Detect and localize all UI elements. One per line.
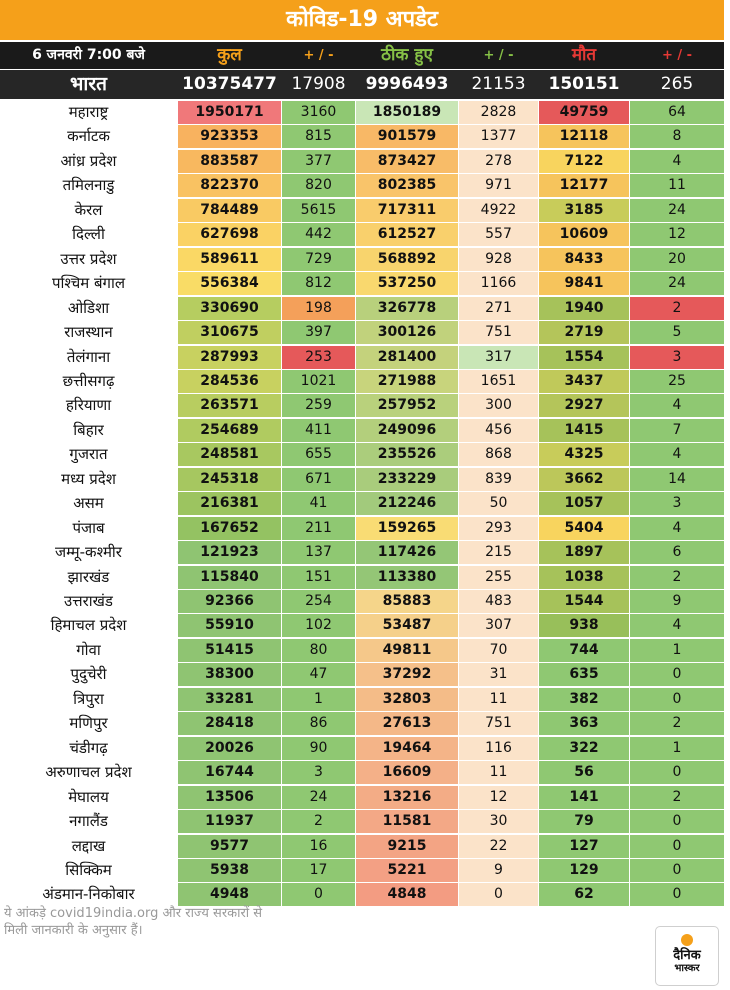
recovered-count: 802385: [356, 174, 458, 197]
recovered-change: 456: [459, 419, 538, 442]
table-row: [0, 223, 724, 247]
state-name: पुदुचेरी: [0, 663, 177, 686]
death-change: 0: [630, 810, 724, 833]
death-count: 3662: [539, 468, 629, 491]
total-cases: 284536: [178, 370, 281, 393]
total-cases: 38300: [178, 663, 281, 686]
total-cases: 1950171: [178, 101, 281, 124]
recovered-change: 4922: [459, 199, 538, 222]
table-row: [0, 199, 724, 223]
death-change: 0: [630, 883, 724, 906]
state-name: सिक्किम: [0, 859, 177, 882]
total-change: 1: [282, 688, 355, 711]
death-count: 3185: [539, 199, 629, 222]
death-count: 12118: [539, 125, 629, 148]
recovered-count: 326778: [356, 297, 458, 320]
total-change: 80: [282, 639, 355, 662]
state-name: चंडीगढ़: [0, 737, 177, 760]
total-change: 5615: [282, 199, 355, 222]
total-change: 815: [282, 125, 355, 148]
death-count: 322: [539, 737, 629, 760]
state-name: छत्तीसगढ़: [0, 370, 177, 393]
table-row: [0, 810, 724, 834]
total-cases: 28418: [178, 712, 281, 735]
death-count: 10609: [539, 223, 629, 246]
footnote-line-1: ये आंकड़े covid19india.org और राज्य सरकारों से: [4, 906, 263, 921]
india-recovered-change: 21153: [471, 74, 526, 94]
death-change: 64: [630, 101, 724, 124]
death-change: 2: [630, 566, 724, 589]
recovered-change: 70: [459, 639, 538, 662]
death-change: 2: [630, 786, 724, 809]
recovered-count: 257952: [356, 394, 458, 417]
total-change: 411: [282, 419, 355, 442]
death-count: 5404: [539, 517, 629, 540]
total-change: 137: [282, 541, 355, 564]
death-change: 4: [630, 614, 724, 637]
death-count: 8433: [539, 248, 629, 271]
table-row: [0, 419, 724, 443]
table-row: [0, 639, 724, 663]
state-name: गोवा: [0, 639, 177, 662]
logo-line-1: दैनिक: [673, 948, 701, 963]
state-name: नगालैंड: [0, 810, 177, 833]
total-change: 671: [282, 468, 355, 491]
sun-icon: [681, 934, 693, 946]
recovered-change: 839: [459, 468, 538, 491]
total-cases: 33281: [178, 688, 281, 711]
total-cases: 310675: [178, 321, 281, 344]
death-count: 382: [539, 688, 629, 711]
recovered-change: 271: [459, 297, 538, 320]
total-cases: 92366: [178, 590, 281, 613]
table-row: [0, 688, 724, 712]
total-change: 820: [282, 174, 355, 197]
table-row: [0, 663, 724, 687]
recovered-change: 1651: [459, 370, 538, 393]
table-row: [0, 101, 724, 125]
recovered-change: 116: [459, 737, 538, 760]
state-name: जम्मू-कश्मीर: [0, 541, 177, 564]
death-count: 56: [539, 761, 629, 784]
table-row: [0, 248, 724, 272]
recovered-change: 751: [459, 321, 538, 344]
recovered-count: 5221: [356, 859, 458, 882]
total-cases: 20026: [178, 737, 281, 760]
recovered-count: 113380: [356, 566, 458, 589]
total-cases: 589611: [178, 248, 281, 271]
recovered-change: 22: [459, 835, 538, 858]
table-row: [0, 517, 724, 541]
table-row: [0, 346, 724, 370]
death-change: 0: [630, 761, 724, 784]
death-count: 49759: [539, 101, 629, 124]
death-count: 1554: [539, 346, 629, 369]
total-change: 1021: [282, 370, 355, 393]
total-change: 47: [282, 663, 355, 686]
recovered-change: 928: [459, 248, 538, 271]
death-count: 1038: [539, 566, 629, 589]
recovered-count: 300126: [356, 321, 458, 344]
death-change: 0: [630, 835, 724, 858]
recovered-count: 568892: [356, 248, 458, 271]
table-row: [0, 883, 724, 907]
state-name: तमिलनाडु: [0, 174, 177, 197]
death-change: 11: [630, 174, 724, 197]
recovered-change: 31: [459, 663, 538, 686]
total-cases: 263571: [178, 394, 281, 417]
header-recovered-change: + / -: [483, 48, 514, 63]
death-count: 12177: [539, 174, 629, 197]
recovered-count: 19464: [356, 737, 458, 760]
india-recovered: 9996493: [365, 74, 449, 94]
state-name: बिहार: [0, 419, 177, 442]
death-count: 1940: [539, 297, 629, 320]
recovered-count: 9215: [356, 835, 458, 858]
death-change: 25: [630, 370, 724, 393]
recovered-change: 1377: [459, 125, 538, 148]
death-count: 79: [539, 810, 629, 833]
india-name: भारत: [70, 73, 107, 95]
table-header: [0, 42, 724, 69]
table-row: [0, 835, 724, 859]
state-name: दिल्ली: [0, 223, 177, 246]
footnote-line-2: मिली जानकारी के अनुसार हैं।: [4, 923, 143, 938]
page-title: कोविड-19 अपडेट: [0, 0, 724, 40]
total-change: 254: [282, 590, 355, 613]
state-name: हरियाणा: [0, 394, 177, 417]
total-change: 24: [282, 786, 355, 809]
header-total-change: + / -: [303, 48, 334, 63]
total-cases: 287993: [178, 346, 281, 369]
recovered-change: 0: [459, 883, 538, 906]
death-count: 1897: [539, 541, 629, 564]
india-total: 10375477: [182, 74, 277, 94]
state-name: मणिपुर: [0, 712, 177, 735]
state-name: झारखंड: [0, 566, 177, 589]
total-cases: 9577: [178, 835, 281, 858]
recovered-count: 901579: [356, 125, 458, 148]
state-name: तेलंगाना: [0, 346, 177, 369]
recovered-change: 2828: [459, 101, 538, 124]
total-cases: 784489: [178, 199, 281, 222]
total-cases: 627698: [178, 223, 281, 246]
total-cases: 51415: [178, 639, 281, 662]
table-row: [0, 394, 724, 418]
recovered-count: 235526: [356, 443, 458, 466]
india-deaths: 150151: [548, 74, 620, 94]
recovered-count: 612527: [356, 223, 458, 246]
recovered-count: 159265: [356, 517, 458, 540]
total-cases: 923353: [178, 125, 281, 148]
state-name: ओडिशा: [0, 297, 177, 320]
recovered-count: 13216: [356, 786, 458, 809]
total-cases: 556384: [178, 272, 281, 295]
total-cases: 330690: [178, 297, 281, 320]
state-name: मेघालय: [0, 786, 177, 809]
recovered-change: 215: [459, 541, 538, 564]
state-name: केरल: [0, 199, 177, 222]
total-cases: 115840: [178, 566, 281, 589]
total-cases: 5938: [178, 859, 281, 882]
recovered-change: 557: [459, 223, 538, 246]
total-change: 253: [282, 346, 355, 369]
death-count: 2927: [539, 394, 629, 417]
table-row: [0, 321, 724, 345]
total-change: 41: [282, 492, 355, 515]
state-name: पंजाब: [0, 517, 177, 540]
total-change: 86: [282, 712, 355, 735]
death-change: 0: [630, 859, 724, 882]
death-change: 12: [630, 223, 724, 246]
state-name: त्रिपुरा: [0, 688, 177, 711]
header-recovered: ठीक हुए: [381, 45, 433, 65]
recovered-count: 4848: [356, 883, 458, 906]
total-cases: 216381: [178, 492, 281, 515]
total-change: 377: [282, 150, 355, 173]
death-count: 3437: [539, 370, 629, 393]
recovered-change: 12: [459, 786, 538, 809]
death-change: 14: [630, 468, 724, 491]
table-row: [0, 761, 724, 785]
state-name: महाराष्ट्र: [0, 101, 177, 124]
total-cases: 167652: [178, 517, 281, 540]
recovered-count: 717311: [356, 199, 458, 222]
total-change: 102: [282, 614, 355, 637]
recovered-count: 233229: [356, 468, 458, 491]
death-change: 2: [630, 712, 724, 735]
table-row: [0, 712, 724, 736]
recovered-count: 281400: [356, 346, 458, 369]
total-change: 397: [282, 321, 355, 344]
death-count: 7122: [539, 150, 629, 173]
death-change: 0: [630, 663, 724, 686]
death-change: 1: [630, 639, 724, 662]
india-total-change: 17908: [291, 74, 346, 94]
total-cases: 13506: [178, 786, 281, 809]
table-row: [0, 150, 724, 174]
recovered-count: 85883: [356, 590, 458, 613]
total-change: 3160: [282, 101, 355, 124]
death-change: 5: [630, 321, 724, 344]
recovered-count: 37292: [356, 663, 458, 686]
death-change: 4: [630, 517, 724, 540]
death-change: 8: [630, 125, 724, 148]
state-name: असम: [0, 492, 177, 515]
recovered-change: 483: [459, 590, 538, 613]
death-change: 0: [630, 688, 724, 711]
table-row: [0, 272, 724, 296]
death-count: 635: [539, 663, 629, 686]
table-row: [0, 174, 724, 198]
recovered-change: 255: [459, 566, 538, 589]
header-total: कुल: [217, 45, 242, 65]
state-name: उत्तर प्रदेश: [0, 248, 177, 271]
state-name: मध्य प्रदेश: [0, 468, 177, 491]
table-row: [0, 541, 724, 565]
death-change: 4: [630, 394, 724, 417]
death-count: 9841: [539, 272, 629, 295]
total-cases: 16744: [178, 761, 281, 784]
death-change: 7: [630, 419, 724, 442]
india-total-row: [0, 70, 724, 99]
recovered-count: 117426: [356, 541, 458, 564]
header-deaths-change: + / -: [661, 48, 693, 63]
table-row: [0, 786, 724, 810]
death-change: 4: [630, 150, 724, 173]
recovered-change: 868: [459, 443, 538, 466]
recovered-count: 212246: [356, 492, 458, 515]
death-count: 4325: [539, 443, 629, 466]
death-count: 62: [539, 883, 629, 906]
death-change: 9: [630, 590, 724, 613]
table-row: [0, 859, 724, 883]
recovered-change: 30: [459, 810, 538, 833]
state-name: पश्चिम बंगाल: [0, 272, 177, 295]
recovered-change: 1166: [459, 272, 538, 295]
table-row: [0, 614, 724, 638]
recovered-count: 32803: [356, 688, 458, 711]
death-change: 3: [630, 346, 724, 369]
table-row: [0, 443, 724, 467]
table-row: [0, 297, 724, 321]
table-row: [0, 468, 724, 492]
death-change: 2: [630, 297, 724, 320]
recovered-change: 317: [459, 346, 538, 369]
state-name: उत्तराखंड: [0, 590, 177, 613]
death-change: 20: [630, 248, 724, 271]
death-change: 6: [630, 541, 724, 564]
header-date: 6 जनवरी 7:00 बजे: [32, 47, 145, 63]
death-count: 127: [539, 835, 629, 858]
total-change: 198: [282, 297, 355, 320]
total-cases: 245318: [178, 468, 281, 491]
total-cases: 883587: [178, 150, 281, 173]
recovered-count: 873427: [356, 150, 458, 173]
death-count: 938: [539, 614, 629, 637]
recovered-count: 537250: [356, 272, 458, 295]
death-count: 744: [539, 639, 629, 662]
total-cases: 55910: [178, 614, 281, 637]
total-cases: 254689: [178, 419, 281, 442]
state-name: आंध्र प्रदेश: [0, 150, 177, 173]
recovered-change: 300: [459, 394, 538, 417]
death-change: 3: [630, 492, 724, 515]
recovered-count: 27613: [356, 712, 458, 735]
total-change: 655: [282, 443, 355, 466]
recovered-change: 751: [459, 712, 538, 735]
recovered-change: 9: [459, 859, 538, 882]
death-count: 1415: [539, 419, 629, 442]
recovered-count: 11581: [356, 810, 458, 833]
death-change: 4: [630, 443, 724, 466]
table-row: [0, 125, 724, 149]
total-change: 812: [282, 272, 355, 295]
total-change: 3: [282, 761, 355, 784]
total-change: 259: [282, 394, 355, 417]
total-change: 729: [282, 248, 355, 271]
total-cases: 822370: [178, 174, 281, 197]
state-name: कर्नाटक: [0, 125, 177, 148]
death-change: 24: [630, 272, 724, 295]
recovered-count: 49811: [356, 639, 458, 662]
india-deaths-change: 265: [660, 74, 694, 94]
total-change: 16: [282, 835, 355, 858]
death-count: 1544: [539, 590, 629, 613]
death-count: 129: [539, 859, 629, 882]
table-row: [0, 737, 724, 761]
total-cases: 11937: [178, 810, 281, 833]
header-deaths: मौत: [571, 45, 597, 65]
total-cases: 4948: [178, 883, 281, 906]
recovered-count: 53487: [356, 614, 458, 637]
total-change: 0: [282, 883, 355, 906]
recovered-count: 16609: [356, 761, 458, 784]
total-change: 151: [282, 566, 355, 589]
death-change: 1: [630, 737, 724, 760]
recovered-change: 278: [459, 150, 538, 173]
total-change: 90: [282, 737, 355, 760]
table-row: [0, 566, 724, 590]
death-count: 2719: [539, 321, 629, 344]
total-cases: 248581: [178, 443, 281, 466]
total-change: 211: [282, 517, 355, 540]
table-row: [0, 492, 724, 516]
recovered-count: 1850189: [356, 101, 458, 124]
recovered-change: 293: [459, 517, 538, 540]
state-name: लद्दाख: [0, 835, 177, 858]
death-count: 1057: [539, 492, 629, 515]
death-count: 141: [539, 786, 629, 809]
dainik-bhaskar-logo: [655, 926, 719, 986]
recovered-change: 307: [459, 614, 538, 637]
state-name: राजस्थान: [0, 321, 177, 344]
state-name: गुजरात: [0, 443, 177, 466]
total-change: 17: [282, 859, 355, 882]
state-name: हिमाचल प्रदेश: [0, 614, 177, 637]
recovered-count: 249096: [356, 419, 458, 442]
total-change: 442: [282, 223, 355, 246]
death-change: 24: [630, 199, 724, 222]
recovered-change: 50: [459, 492, 538, 515]
logo-line-2: भास्कर: [674, 963, 700, 974]
state-name: अरुणाचल प्रदेश: [0, 761, 177, 784]
table-row: [0, 590, 724, 614]
recovered-change: 971: [459, 174, 538, 197]
table-row: [0, 370, 724, 394]
total-change: 2: [282, 810, 355, 833]
total-cases: 121923: [178, 541, 281, 564]
recovered-change: 11: [459, 761, 538, 784]
state-name: अंडमान-निकोबार: [0, 883, 177, 906]
recovered-count: 271988: [356, 370, 458, 393]
recovered-change: 11: [459, 688, 538, 711]
death-count: 363: [539, 712, 629, 735]
footnote: [4, 905, 424, 939]
